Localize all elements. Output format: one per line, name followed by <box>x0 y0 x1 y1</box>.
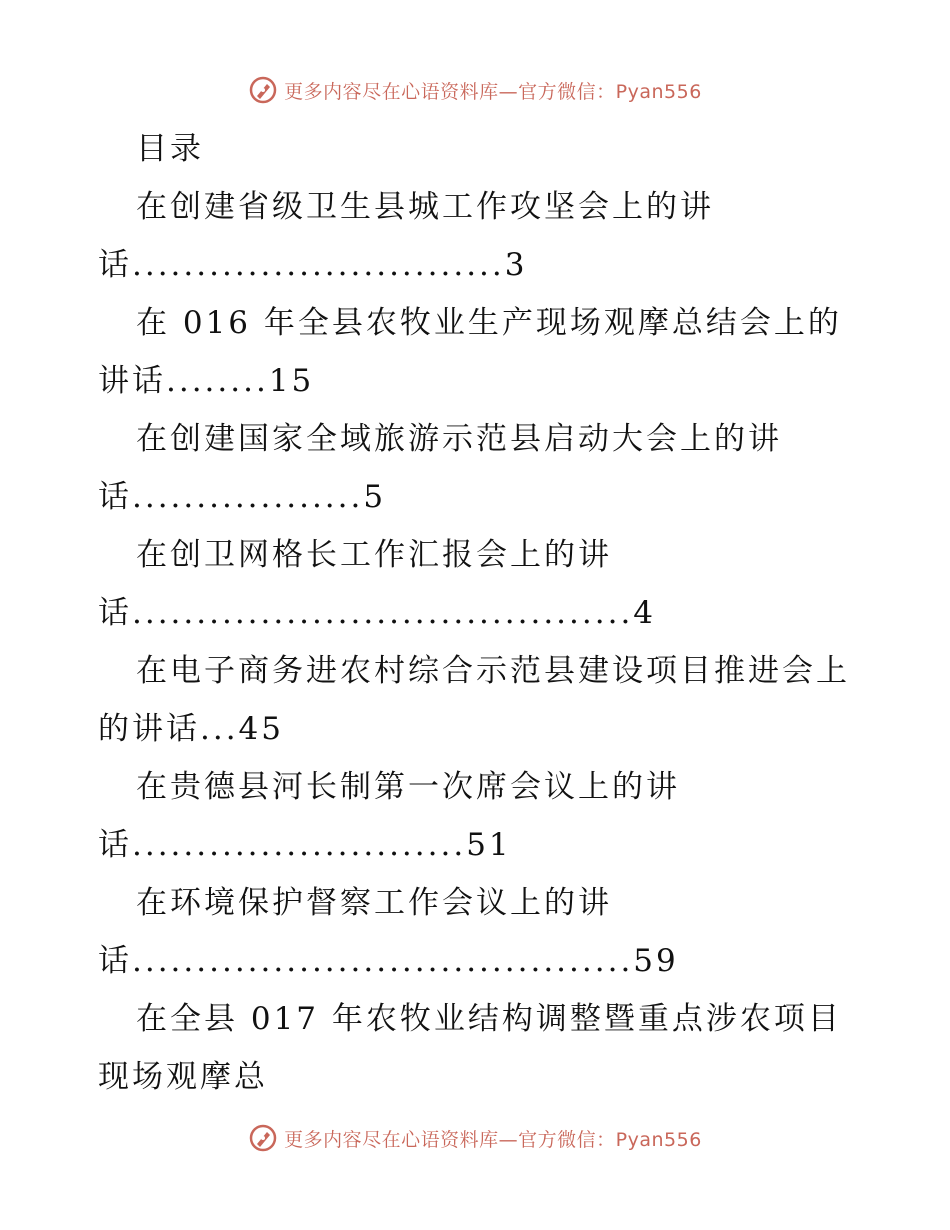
pen-circle-logo-icon <box>248 75 278 105</box>
toc-line: 在创建省级卫生县城工作攻坚会上的讲 <box>136 189 714 225</box>
toc-line: 话..........................51 <box>98 827 512 863</box>
toc-line: 在创卫网格长工作汇报会上的讲 <box>136 537 612 573</box>
toc-line: 现场观摩总 <box>98 1059 268 1095</box>
toc-line: 在全县 017 年农牧业结构调整暨重点涉农项目 <box>136 1001 842 1037</box>
toc-line: 的讲话...45 <box>98 711 285 747</box>
header-watermark <box>0 70 950 110</box>
table-of-contents <box>98 120 858 1106</box>
toc-heading: 目录 <box>136 131 204 167</box>
toc-line: 在创建国家全域旅游示范县启动大会上的讲 <box>136 421 782 457</box>
footer-watermark <box>0 1118 950 1158</box>
toc-line: 话.............................3 <box>98 247 528 283</box>
footer-watermark-text: 更多内容尽在心语资料库—官方微信：Pyan556 <box>284 1128 702 1151</box>
header-watermark-text: 更多内容尽在心语资料库—官方微信：Pyan556 <box>284 80 702 103</box>
toc-line: 在 016 年全县农牧业生产现场观摩总结会上的 <box>136 305 842 341</box>
toc-line: 话..................5 <box>98 479 387 515</box>
toc-line: 在贵德县河长制第一次席会议上的讲 <box>136 769 680 805</box>
pen-circle-logo-icon <box>248 1123 278 1153</box>
toc-line: 在电子商务进农村综合示范县建设项目推进会上 <box>136 653 850 689</box>
toc-line: 话.......................................4 <box>98 595 657 631</box>
toc-line: 话.......................................59 <box>98 943 679 979</box>
toc-line: 在环境保护督察工作会议上的讲 <box>136 885 612 921</box>
toc-line: 讲话........15 <box>98 363 315 399</box>
